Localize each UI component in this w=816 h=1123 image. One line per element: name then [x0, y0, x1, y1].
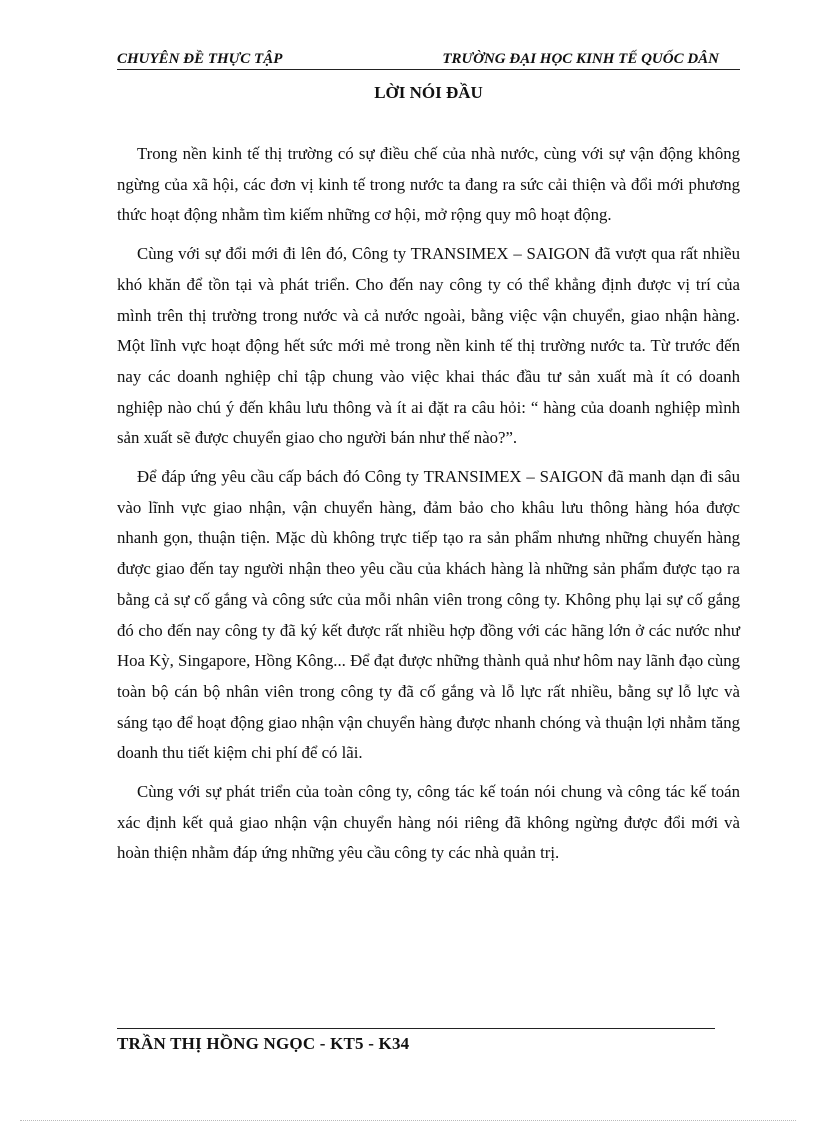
- page-footer-author: TRẦN THỊ HỒNG NGỌC - KT5 - K34: [117, 1034, 410, 1053]
- paragraph-1: Trong nền kinh tế thị trường có sự điều chế của nhà nước, cùng với sự vận động không ngừng của xã hội, các đơn vị kinh tế trong nước ta đang ra sức cải thiện và đổi mới phương thức hoạt động nhằm tìm kiếm những cơ hội, mở rộng quy mô hoạt động.: [117, 144, 740, 225]
- footer-divider: [117, 1028, 715, 1029]
- page-title: LỜI NÓI ĐẦU: [374, 83, 483, 102]
- page-bottom-edge: [20, 1120, 796, 1121]
- header-course-title: CHUYÊN ĐỀ THỰC TẬP: [117, 51, 283, 67]
- header-university-name: TRƯỜNG ĐẠI HỌC KINH TẾ QUỐC DÂN: [442, 51, 719, 67]
- paragraph-4: Cùng với sự phát triển của toàn công ty, công tác kế toán nói chung và công tác kế toán xác định kết quả giao nhận vận chuyển hàng nói riêng đã không ngừng được đổi mới và hoàn thiện nhằm đáp ứng những yêu cầu công ty các nhà quản trị.: [117, 782, 740, 863]
- paragraph-3: Để đáp ứng yêu cầu cấp bách đó Công ty TRANSIMEX – SAIGON đã manh dạn đi sâu vào lĩnh vực giao nhận, vận chuyển hàng, đảm bảo cho khâu lưu thông hàng hóa được nhanh gọn, thuận tiện. Mặc dù không trực tiếp tạo ra sản phẩm nhưng những chuyến hàng được giao đến tay người nhận theo yêu cầu của khách hàng là những sản phẩm được tạo ra bằng cả sự cố gắng và công sức của mỗi nhân viên trong công ty. Không phụ lại sự cố gắng đó cho đến nay công ty đã ký kết được rất nhiều hợp đồng với các hãng lớn ở các nước như Hoa Kỳ, Singapore, Hồng Kông... Để đạt được những thành quả như hôm nay lãnh đạo cùng toàn bộ cán bộ nhân viên trong công ty đã cố gắng và lỗ lực rất nhiều, bằng sự lỗ lực và sáng tạo để hoạt động giao nhận vận chuyển hàng được nhanh chóng và thuận lợi nhằm tăng doanh thu tiết kiệm chi phí để có lãi.: [117, 467, 740, 763]
- page-header: [117, 49, 740, 70]
- document-body: [117, 139, 740, 877]
- paragraph-2: Cùng với sự đổi mới đi lên đó, Công ty TRANSIMEX – SAIGON đã vượt qua rất nhiều khó khăn để tồn tại và phát triển. Cho đến nay công ty có thể khẳng định được vị trí của mình trên thị trường trong nước và cả nước ngoài, bằng việc vận chuyển, giao nhận hàng. Một lĩnh vực hoạt động hết sức mới mẻ trong nền kinh tế thị trường nước ta. Từ trước đến nay các doanh nghiệp chỉ tập chung vào việc khai thác đầu tư sản xuất mà ít có doanh nghiệp nào chú ý đến khâu lưu thông và ít ai đặt ra câu hỏi: “ hàng của doanh nghiệp mình sản xuất sẽ được chuyển giao cho người bán như thế nào?”.: [117, 244, 740, 448]
